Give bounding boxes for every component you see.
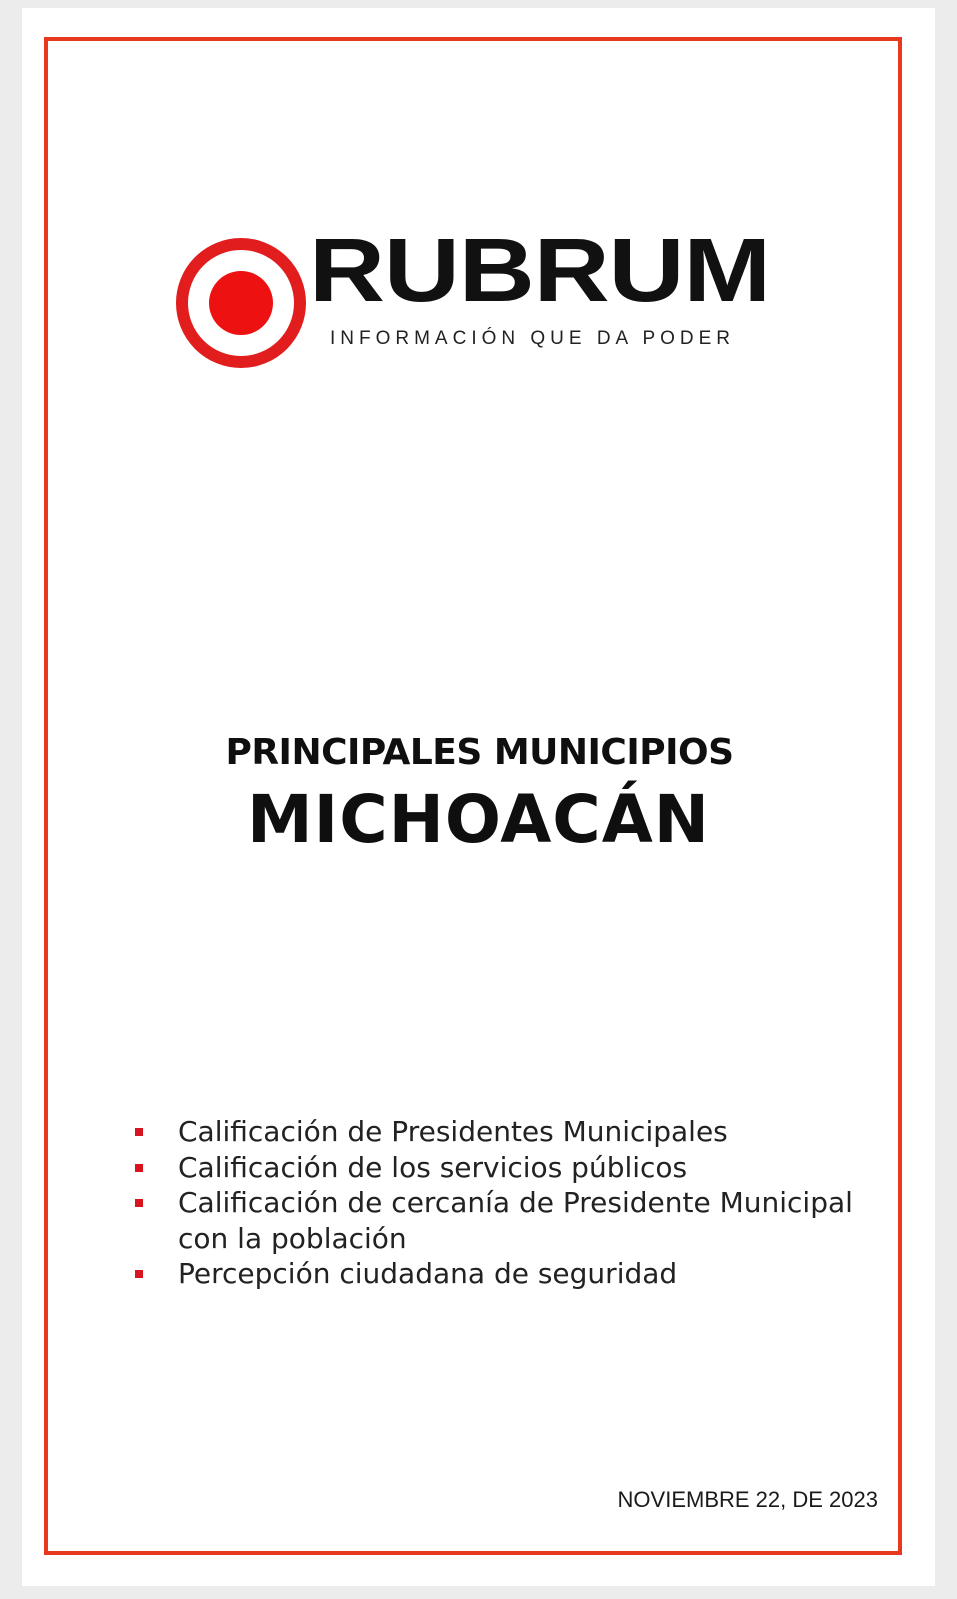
title-block bbox=[0, 730, 957, 860]
list-item-label: Percepción ciudadana de seguridad bbox=[178, 1257, 678, 1290]
square-bullet-icon bbox=[135, 1128, 143, 1136]
list-item bbox=[134, 1256, 854, 1292]
list-item bbox=[134, 1114, 854, 1150]
publication-date: NOVIEMBRE 22, DE 2023 bbox=[617, 1487, 878, 1512]
square-bullet-icon bbox=[135, 1270, 143, 1278]
brand-tagline: INFORMACIÓN QUE DA PODER bbox=[330, 328, 736, 349]
list-item bbox=[134, 1185, 854, 1256]
list-item-label: Calificación de cercanía de Presidente Municipal con la población bbox=[178, 1186, 853, 1255]
list-item-label: Calificación de Presidentes Municipales bbox=[178, 1115, 728, 1148]
report-subtitle: PRINCIPALES MUNICIPIOS bbox=[225, 732, 734, 773]
rubrum-logo bbox=[176, 221, 786, 368]
brand-name: RUBRUM bbox=[309, 221, 770, 321]
topics-list bbox=[134, 1114, 854, 1292]
report-title: MICHOACÁN bbox=[246, 781, 711, 858]
square-bullet-icon bbox=[135, 1199, 143, 1207]
list-item bbox=[134, 1150, 854, 1186]
target-icon bbox=[176, 238, 306, 368]
square-bullet-icon bbox=[135, 1164, 143, 1172]
list-item-label: Calificación de los servicios públicos bbox=[178, 1150, 688, 1184]
